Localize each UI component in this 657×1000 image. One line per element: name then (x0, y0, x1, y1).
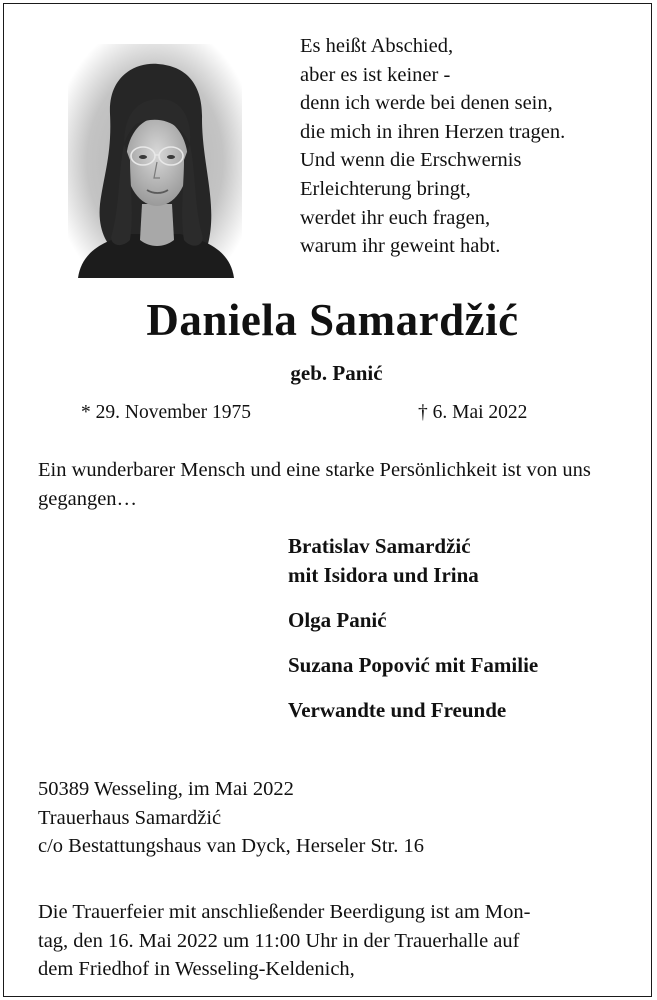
memorial-statement: Ein wunderbarer Mensch und eine starke Persönlichkeit ist von uns gegangen… (38, 459, 591, 510)
deceased-name: Daniela Samardžić (146, 295, 519, 345)
portrait-illustration (68, 44, 242, 278)
place-date: 50389 Wesseling, im Mai 2022 (38, 778, 294, 800)
care-of-address: c/o Bestattungshaus van Dyck, Herseler Str. 16 (38, 835, 425, 858)
obituary-frame (3, 3, 652, 997)
birth-date: * 29. November 1975 (81, 402, 252, 423)
poem-line: denn ich werde bei denen sein, (300, 92, 553, 115)
mourner-line: Verwandte und Freunde (288, 698, 507, 722)
mourner-line: Suzana Popović mit Familie (288, 653, 539, 677)
poem-line: aber es ist keiner - (300, 63, 451, 86)
death-date: † 6. Mai 2022 (418, 402, 528, 423)
mourner-group (288, 651, 538, 680)
funeral-line: dem Friedhof in Wesseling-Keldenich, (38, 958, 355, 981)
poem-line: Es heißt Abschied, (300, 35, 454, 57)
funeral-line: Die Trauerfeier mit anschließender Beerdigung ist am Mon- (38, 901, 531, 923)
portrait-photo (68, 44, 242, 278)
mourner-group (288, 696, 538, 725)
poem-line: werdet ihr euch fragen, (300, 206, 491, 229)
mourners-list (288, 532, 538, 741)
mourner-group (288, 532, 538, 590)
mourning-address (38, 775, 424, 861)
poem-line: warum ihr geweint habt. (300, 235, 501, 258)
mourner-line: mit Isidora und Irina (288, 563, 479, 587)
mourner-line: Bratislav Samardžić (288, 534, 471, 558)
poem-line: Erleichterung bringt, (300, 177, 471, 200)
mourner-line: Olga Panić (288, 608, 387, 632)
funeral-notice (38, 898, 630, 984)
poem-line: Und wenn die Erschwernis (300, 149, 522, 172)
poem (300, 32, 565, 261)
mourning-house: Trauerhaus Samardžić (38, 806, 222, 829)
mourner-group (288, 606, 538, 635)
poem-line: die mich in ihren Herzen tragen. (300, 120, 566, 143)
funeral-line: tag, den 16. Mai 2022 um 11:00 Uhr in der Trauerhalle auf (38, 929, 520, 952)
birth-name: geb. Panić (290, 361, 383, 385)
